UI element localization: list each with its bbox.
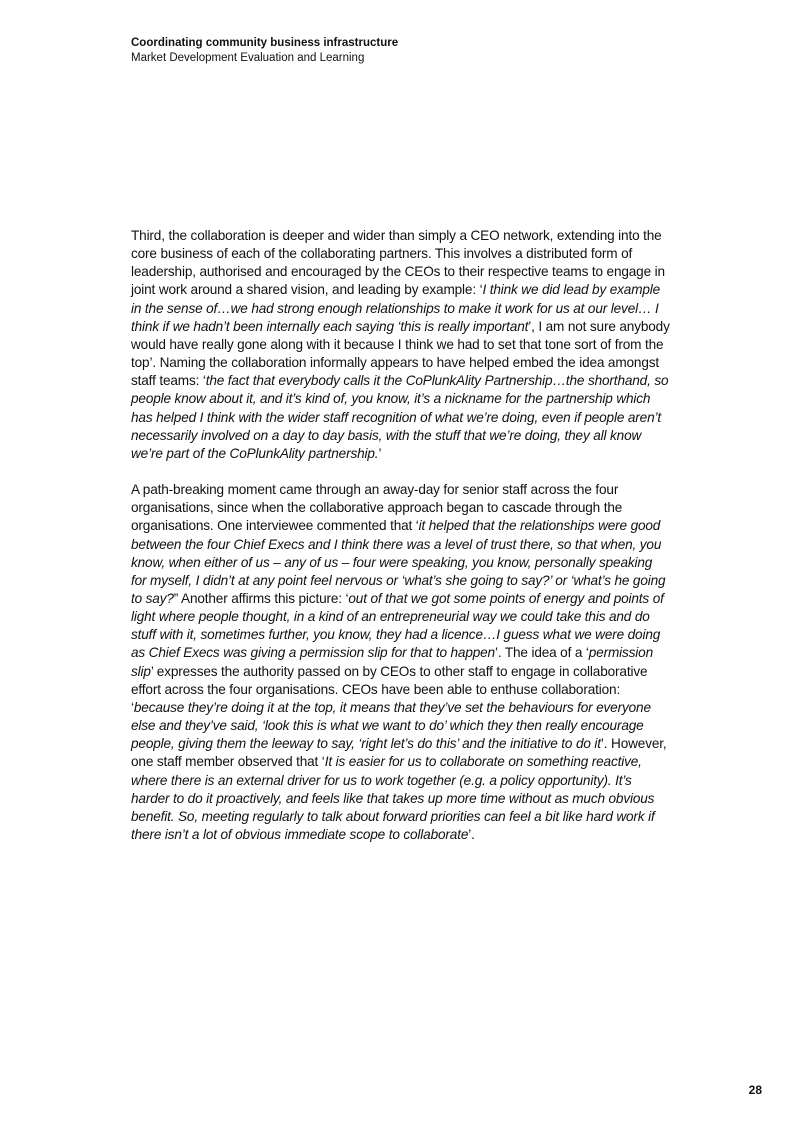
interview-quote: It is easier for us to collaborate on something reactive, where there is an external driver for us to work together (e.g. a policy opportunity). It’s harder to do it proactively, and feels like that takes up more time without as much obvious benefit. So, meeting regularly to talk about forward priorities can feel a bit like hard work if there isn’t a lot of obvious immediate scope to collaborate [131,754,655,842]
text-run: A path-breaking moment came through an away-day for senior staff across the four organisations, since when the collaborative approach began to cascade through the organisations. One interviewee commented that ‘ [131,482,623,534]
text-run: ’. The idea of a ‘ [494,645,589,661]
text-run: ’ [378,445,382,461]
interview-quote: because they’re doing it at the top, it means that they’ve set the behaviours for everyone else and they’ve said, ‘look this is what we want to do’ which they then really encourage people, giving them the leeway to say, ‘right let’s do this’ and the initiative to do it [131,699,651,752]
interview-quote: I think we did lead by example in the sense of…we had strong enough relationships to make it work for us at our level… I think if we hadn’t been internally each saying ‘this is really important [131,282,661,334]
text-run: Third, the collaboration is deeper and wider than simply a CEO network, extending into the core business of each of the collaborating partners. This involves a distributed form of leadership, authorised and encouraged by the CEOs to their respective teams to engage in joint work around a shared vision, and leading by example: ‘ [131,228,665,298]
page-number: 28 [748,1083,762,1097]
text-run: ’. [468,827,475,842]
text-run: ’, I am not sure anybody would have really gone along with it because I think we had to set that tone sort of from the top’. Naming the collaboration informally appears to have helped embed the idea amongst staff teams: ‘ [131,318,670,389]
interview-quote: out of that we got some points of energy and points of light where people thought, in a kind of an entrepreneurial way we could take this and do stuff with it, sometimes further, you know, they had a licence…I guess what we were doing as Chief Execs was giving a permission slip for that to happen [131,590,664,661]
text-run: ’. However, one staff member observed that ‘ [131,736,667,770]
document-subtitle: Market Development Evaluation and Learning [131,52,365,64]
interview-quote: permission slip [131,645,653,679]
paragraph-collaboration-depth [131,227,671,463]
document-title: Coordinating community business infrastructure [131,37,399,49]
page-header [131,36,691,66]
paragraph-path-breaking-moment [131,481,671,844]
main-body-text [131,227,671,862]
interview-quote: it helped that the relationships were good between the four Chief Execs and I think there was a level of trust there, so that when, you know, when either of us – any of us – four were speaking, you know, personally speaking for myself, I didn’t at any point feel nervous or ‘what’s she going to say?’ or ‘what’s he going to say? [131,518,666,606]
interview-quote: the fact that everybody calls it the CoPlunkAlity Partnership…the shorthand, so people know about it, and it’s kind of, you know, it’s a nickname for the partnership which has helped I think with the wider staff recognition of what we’re doing, even if people aren’t necessarily involved on a day to day basis, with the stuff that we’re doing, they all know we’re part of the CoPlunkAlity partnership. [131,373,669,461]
text-run: ’ expresses the authority passed on by CEOs to other staff to engage in collaborative effort across the four organisations. CEOs have been able to enthuse collaboration: ‘ [131,663,648,715]
text-run: ” Another affirms this picture: ‘ [173,590,349,606]
